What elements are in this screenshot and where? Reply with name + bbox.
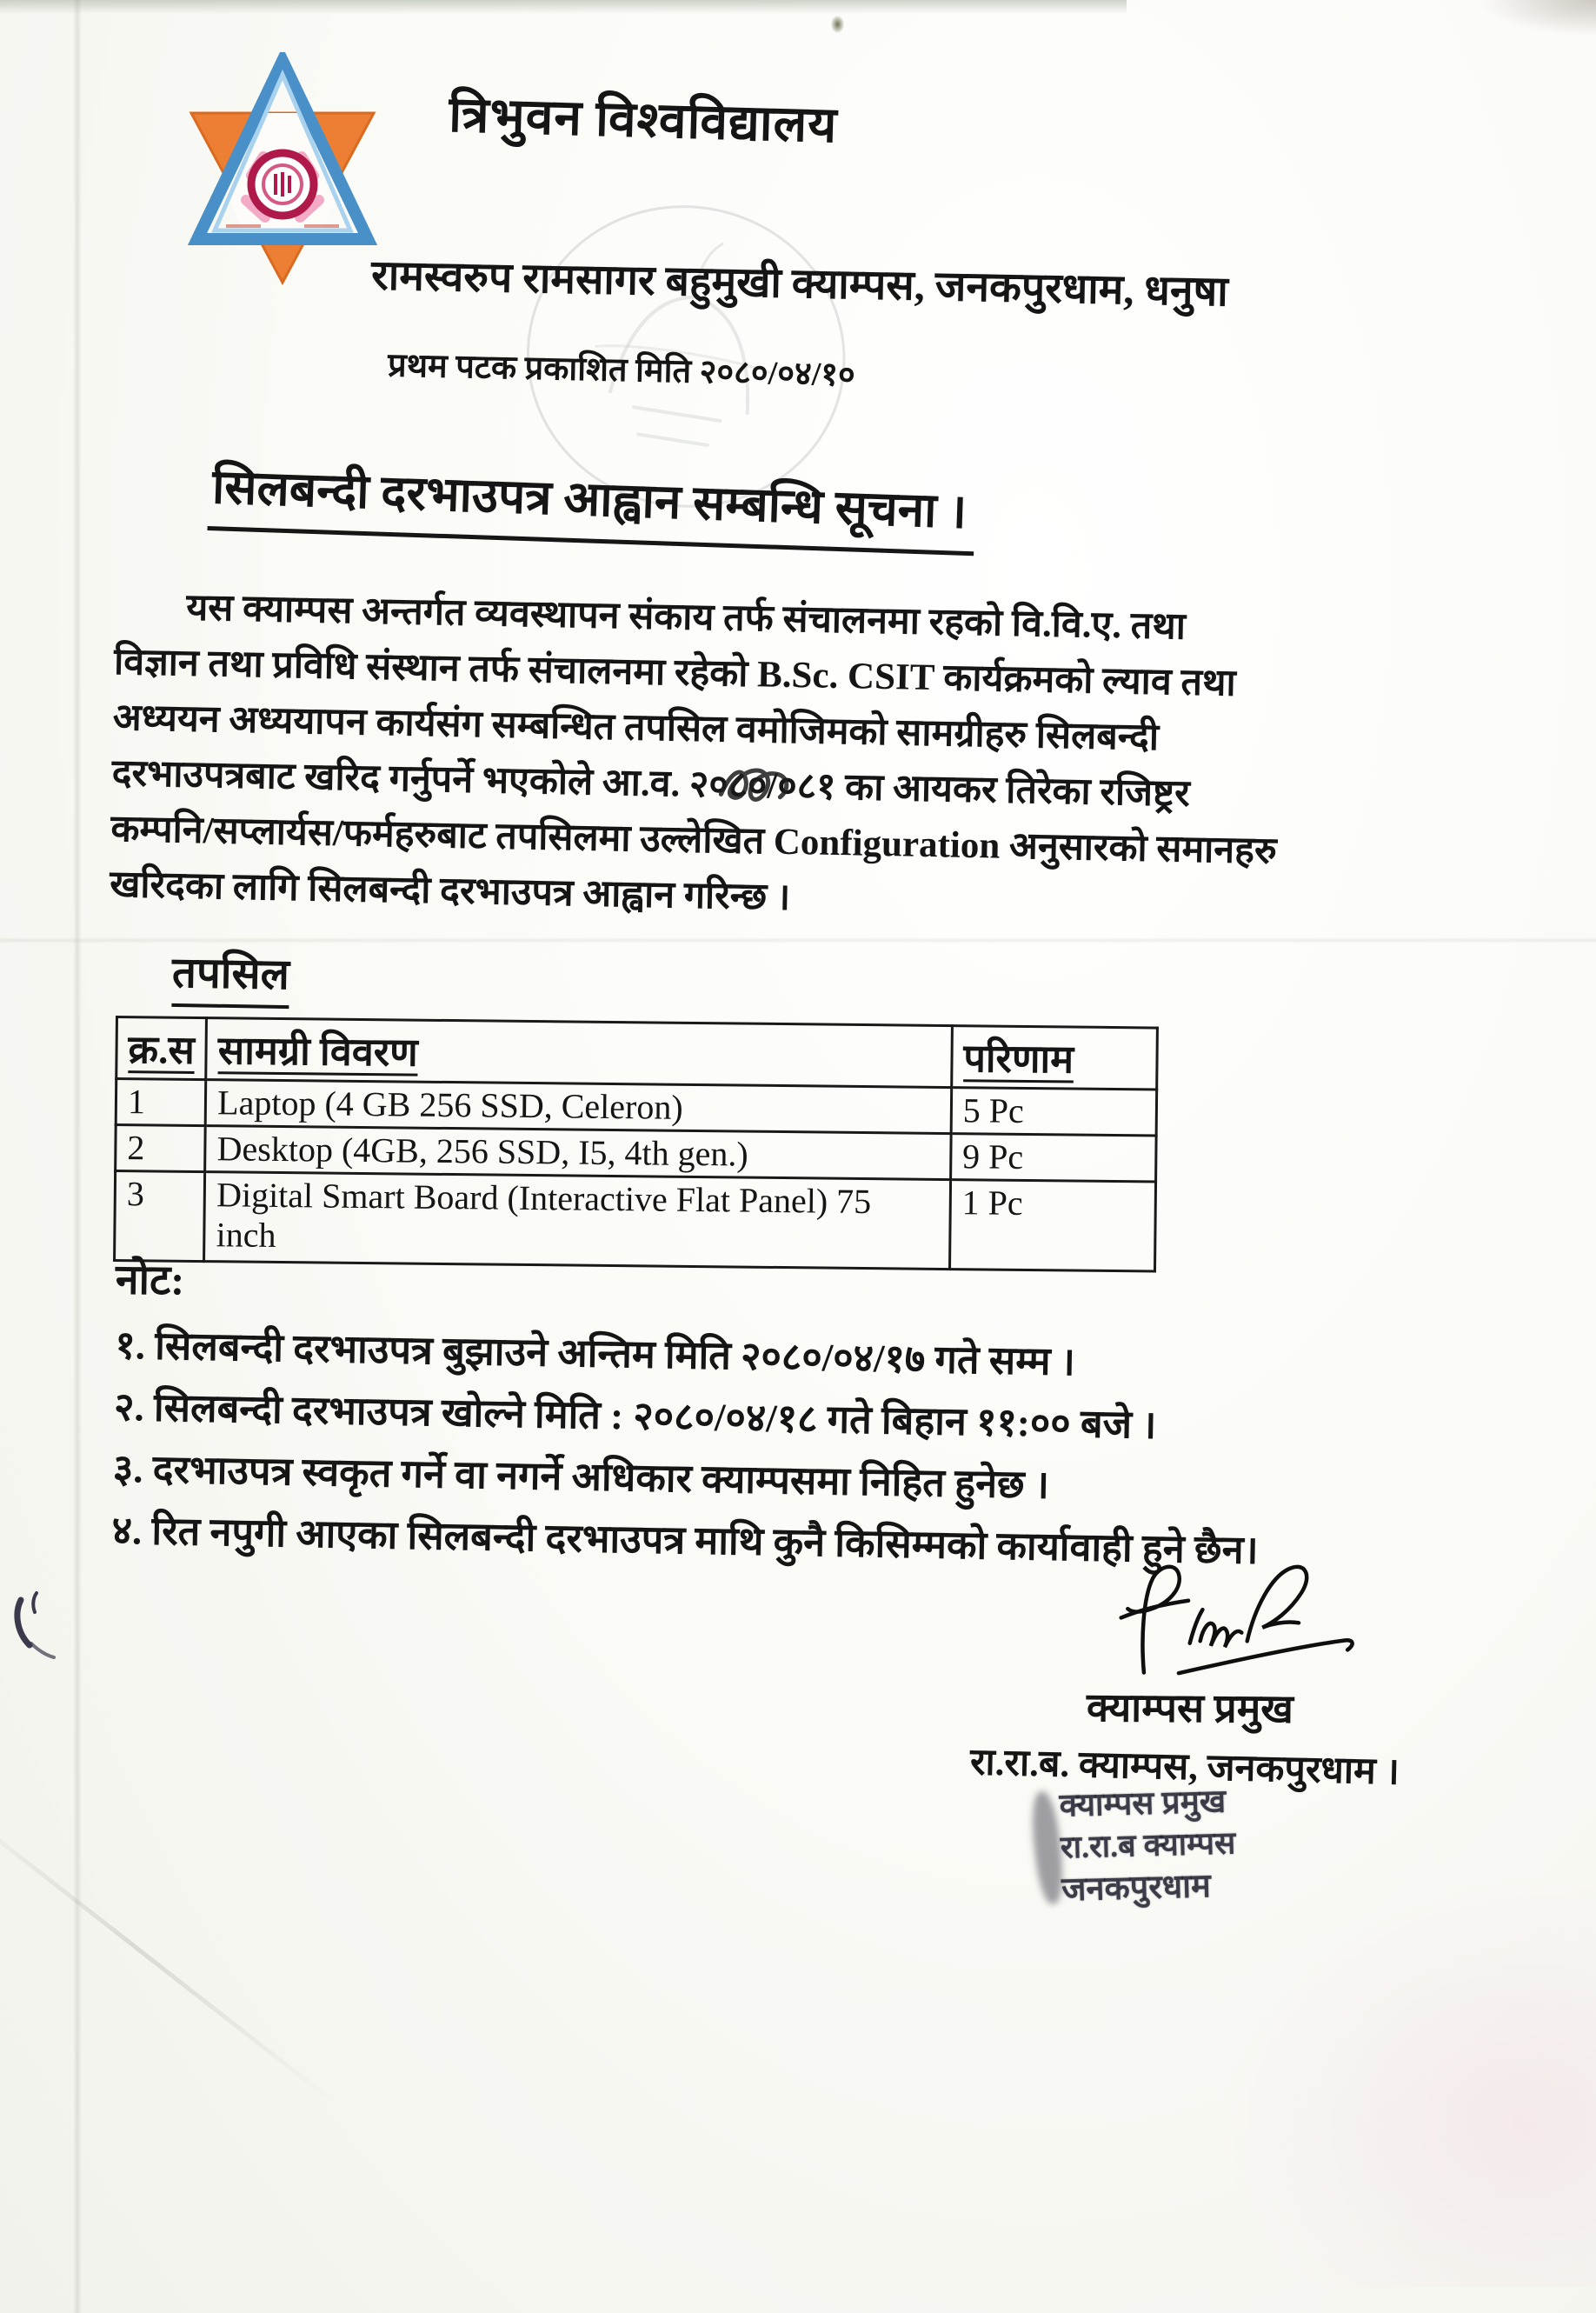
- cell-qty: 9 Pc: [950, 1134, 1156, 1182]
- stray-ink-mark: [5, 1590, 66, 1668]
- table-row: [115, 1171, 1156, 1272]
- notice-title: सिलबन्दी दरभाउपत्र आह्वान सम्बन्धि सूचना ।: [208, 452, 977, 556]
- note-item-1: १. सिलबन्दी दरभाउपत्र बुझाउने अन्तिम मिति २०८०/०४/१७ गते सम्म ।: [114, 1323, 1076, 1384]
- publication-date-line: प्रथम पटक प्रकाशित मिति २०८०/०४/१०: [387, 347, 856, 394]
- body-line-6: खरिदका लागि सिलबन्दी दरभाउपत्र आह्वान गरिन्छ ।: [109, 863, 791, 918]
- body-line-1: यस क्याम्पस अन्तर्गत व्यवस्थापन संकाय तर्फ संचालनमा रहको वि.वि.ए. तथा: [185, 587, 1187, 648]
- scan-edge-shadow: [0, 0, 1127, 14]
- campus-office-line: रा.रा.ब. क्याम्पस, जनकपुरधाम ।: [969, 1742, 1400, 1793]
- body-line-3: अध्ययन अध्ययापन कार्यसंग सम्बन्धित तपसिल वमोजिमको सामग्रीहरु सिलबन्दी: [112, 697, 1160, 759]
- header-item: सामग्री विवरण: [206, 1018, 952, 1088]
- note-item-2: २. सिलबन्दी दरभाउपत्र खोल्ने मिति : २०८०/०४/१८ गते बिहान ११:०० बजे ।: [113, 1384, 1157, 1447]
- stamp-line-1: क्याम्पस प्रमुख: [1059, 1783, 1227, 1824]
- body-line-4-pre: दरभाउपत्रबाट खरिद गर्नुपर्ने भएकोले आ.व. २०: [111, 752, 729, 806]
- handwritten-signature-icon: [1094, 1552, 1368, 1696]
- cell-sn: 1: [116, 1079, 206, 1126]
- cell-item: Digital Smart Board (Interactive Flat Panel) 75 inch: [204, 1172, 951, 1270]
- overwritten-year-text: ८०: [728, 764, 768, 807]
- note-label: नोट:: [115, 1256, 185, 1304]
- notes-list: [111, 1315, 1541, 1587]
- note-item-3: ३. दरभाउपत्र स्वकृत गर्ने वा नगर्ने अधिकार क्याम्पसमा निहित हुनेछ ।: [112, 1446, 1050, 1507]
- cell-qty: 1 Pc: [949, 1180, 1155, 1271]
- paper-crease: [0, 937, 1596, 943]
- header-sn: क्र.स: [116, 1017, 207, 1080]
- cell-item: Desktop (4GB, 256 SSD, I5, 4th gen.): [205, 1126, 951, 1180]
- tapasil-label: तपसिल: [171, 943, 289, 1009]
- body-line-2: विज्ञान तथा प्रविधि संस्थान तर्फ संचालनमा रहेको B.Sc. CSIT कार्यक्रमको ल्याव तथा: [113, 641, 1237, 704]
- note-item-4: ४. रित नपुगी आएका सिलबन्दी दरभाउपत्र माथि कुनै किसिम्मको कार्यावाही हुने छैन।: [111, 1508, 1260, 1572]
- paper-tint: [1217, 1870, 1596, 2287]
- cell-sn: 2: [116, 1125, 206, 1172]
- campus-name: रामस्वरुप रामसागर बहुमुखी क्याम्पस, जनकपुरधाम, धनुषा: [370, 252, 1229, 316]
- ink-speck: [831, 16, 844, 33]
- scan-corner-smudge: [1478, 0, 1596, 37]
- cell-qty: 5 Pc: [951, 1088, 1157, 1136]
- body-line-4-post: /०८१ का आयकर तिरेका रजिष्ट्रर: [766, 765, 1191, 815]
- notice-body: [110, 579, 1493, 939]
- overwritten-fiscal-year: [728, 758, 768, 815]
- items-table: [113, 1016, 1159, 1273]
- office-ink-stamp: [1059, 1782, 1237, 1911]
- cell-item: Laptop (4 GB 256 SSD, Celeron): [205, 1080, 951, 1134]
- signatory-title: क्याम्पस प्रमुख: [1086, 1685, 1294, 1731]
- body-line-5: कम्पनि/सप्लार्यस/फर्महरुबाट तपसिलमा उल्लेखित Configuration अनुसारको समानहरु: [110, 808, 1278, 872]
- table-header-row: [116, 1017, 1158, 1090]
- stamp-line-2: रा.रा.ब क्याम्पस: [1060, 1825, 1236, 1865]
- cell-sn: 3: [115, 1171, 205, 1262]
- handwritten-scribble-icon: [715, 759, 796, 811]
- stamp-line-3: जनकपुरधाम: [1061, 1868, 1212, 1909]
- header-qty: परिणाम: [952, 1026, 1158, 1090]
- university-name: त्रिभुवन विश्वविद्यालय: [448, 87, 839, 154]
- paper-fold-diagonal: [0, 1798, 332, 2102]
